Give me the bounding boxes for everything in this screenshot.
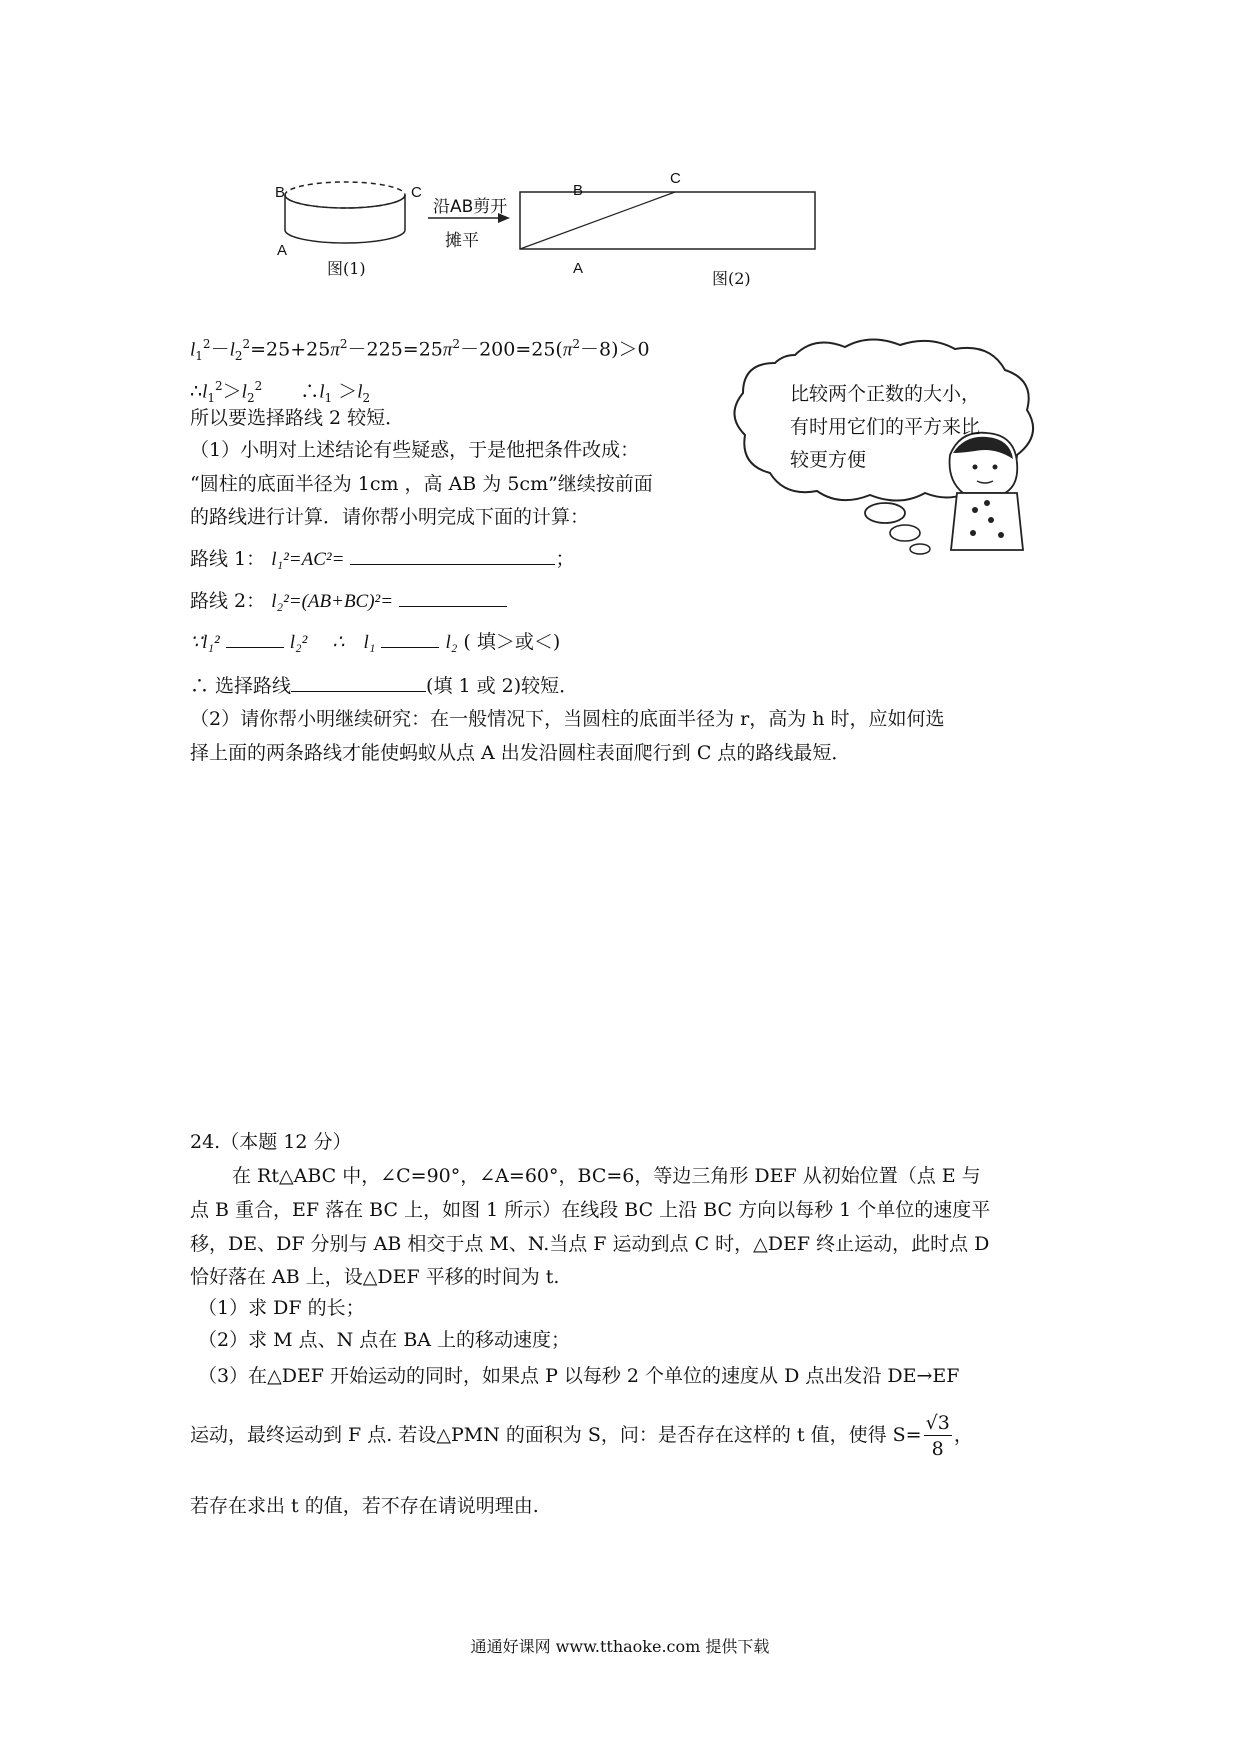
cylinder-top-front xyxy=(285,195,405,208)
label-a-fig2: A xyxy=(573,260,584,277)
fig2-caption: 图(2) xyxy=(712,269,751,288)
fraction-denominator: 8 xyxy=(931,1437,944,1460)
q1-intro-2: “圆柱的底面半径为 1cm ，高 AB 为 5cm”继续按前面 xyxy=(190,473,653,495)
label-a-fig1: A xyxy=(277,242,288,259)
unrolled-rectangle xyxy=(520,192,815,249)
route-1-expr: l₁²=AC²= xyxy=(271,549,345,570)
fraction-numerator: √3 xyxy=(925,1411,950,1434)
fraction-after: ， xyxy=(953,1424,973,1446)
p24-para-2: 点 B 重合，EF 落在 BC 上，如图 1 所示）在线段 BC 上沿 BC 方向以每秒 1 个单位的速度平 xyxy=(190,1199,991,1221)
route-2-label: 路线 2： xyxy=(190,590,266,612)
q2-line-2: 择上面的两条路线才能使蚂蚁从点 A 出发沿圆柱表面爬行到 C 点的路线最短． xyxy=(190,742,851,764)
p24-para-1: 在 Rt△ABC 中，∠C=90°，∠A=60°，BC=6，等边三角形 DEF 从初始位置（点 E 与 xyxy=(232,1165,981,1187)
compare-hint: ( 填＞或＜) xyxy=(463,631,561,653)
p24-sub-3-cont-text: 运动，最终运动到 F 点. 若设△PMN 的面积为 S，问：是否存在这样的 t 值，使得 S= xyxy=(190,1424,922,1446)
thought-dot-1 xyxy=(865,503,905,523)
cylinder-unroll-figure xyxy=(270,170,990,290)
arrow-bottom-text: 摊平 xyxy=(445,231,479,251)
choose-route-blank[interactable] xyxy=(291,673,426,692)
page-footer: 通通好课网 www.tthaoke.com 提供下载 xyxy=(470,1637,770,1656)
label-c-fig1: C xyxy=(411,184,422,201)
compare-because: ∵l₁² xyxy=(190,632,220,653)
label-b-fig1: B xyxy=(275,184,286,201)
compare-line xyxy=(190,628,560,657)
diagonal-ac xyxy=(520,192,675,249)
p24-sub-1: （1）求 DF 的长； xyxy=(198,1297,365,1319)
arrow-top-text: 沿AB剪开 xyxy=(433,197,508,217)
compare-therefore: ∴ l₁ xyxy=(332,632,376,653)
route-2-answer-blank[interactable] xyxy=(399,588,507,607)
q1-intro-3: 的路线进行计算．请你帮小明完成下面的计算： xyxy=(190,506,590,528)
route-2-line xyxy=(190,587,507,616)
p24-sub-3: （3）在△DEF 开始运动的同时，如果点 P 以每秒 2 个单位的速度从 D 点出发沿 DE→EF xyxy=(198,1365,960,1387)
calc-line-2: $\therefore l_1^2>l_2^2$ $\therefore l_1 >l_2$ xyxy=(190,379,371,406)
choose-suffix: (填 1 或 2)较短． xyxy=(426,675,579,697)
compare-l2: l₂ xyxy=(445,632,458,653)
compare-l-blank[interactable] xyxy=(381,629,439,648)
p24-sub-2: （2）求 M 点、N 点在 BA 上的移动速度； xyxy=(198,1329,571,1351)
calc-line-3: 所以要选择路线 2 较短． xyxy=(190,407,405,429)
compare-sq-blank[interactable] xyxy=(226,629,284,648)
p24-sub-3-cont xyxy=(190,1406,973,1464)
fig1-caption: 图(1) xyxy=(327,259,366,278)
calc-line-1: $l_1^2-l_2^2=25+25\pi^2-225=25\pi^2-200=25(\pi^2-8)>0$ xyxy=(190,337,650,364)
choose-line xyxy=(190,672,578,700)
thought-dot-3 xyxy=(910,544,930,554)
sqrt3-over-8-fraction xyxy=(924,1411,952,1462)
bubble-text: 比较两个正数的大小，有时用它们的平方来比较更方便 xyxy=(790,383,981,471)
p24-para-4: 恰好落在 AB 上，设△DEF 平移的时间为 t. xyxy=(190,1266,560,1288)
route-1-answer-blank[interactable] xyxy=(350,546,555,565)
label-c-fig2: C xyxy=(670,170,681,187)
p24-last: 若存在求出 t 的值，若不存在请说明理由. xyxy=(190,1495,539,1517)
route-2-expr: l₂²=(AB+BC)²= xyxy=(271,591,394,612)
q2-line-1: （2）请你帮小明继续研究：在一般情况下，当圆柱的底面半径为 r，高为 h 时，应如何选 xyxy=(190,708,945,730)
route-1-line: 路线 1： l₁²=AC²= ； xyxy=(190,548,575,570)
choose-prefix: ∴ 选择路线 xyxy=(190,675,292,697)
compare-l2sq: l₂² xyxy=(289,632,308,653)
label-b-fig2: B xyxy=(573,182,584,199)
p24-header: 24.（本题 12 分） xyxy=(190,1131,352,1153)
p24-para-3: 移，DE、DF 分别与 AB 相交于点 M、N.当点 F 运动到点 C 时，△DEF 终止运动，此时点 D xyxy=(190,1233,990,1255)
route-1-label: 路线 1： xyxy=(190,548,266,570)
cylinder-body xyxy=(285,195,405,243)
thought-dot-2 xyxy=(890,525,920,541)
q1-intro-1: （1）小明对上述结论有些疑惑，于是他把条件改成： xyxy=(190,439,640,461)
